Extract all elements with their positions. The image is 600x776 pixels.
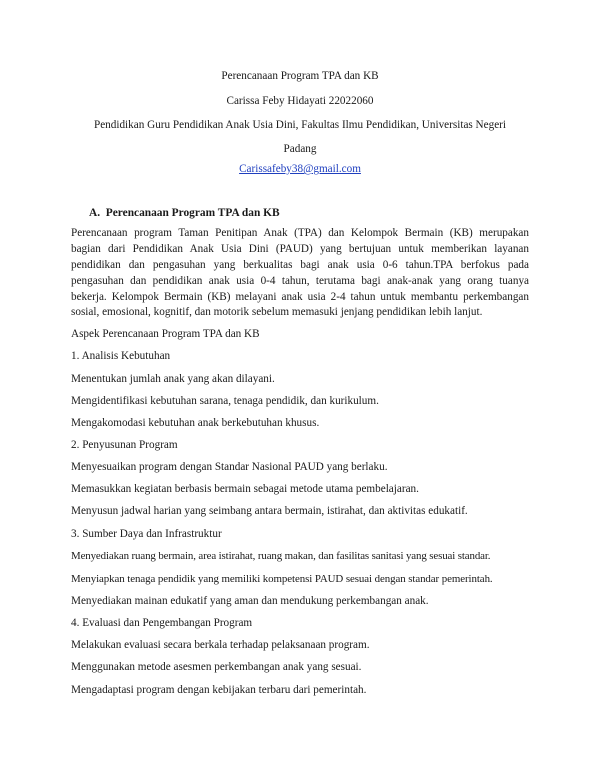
paragraph-line: pengasuhan dan pendidikan anak usia 0-4 tahun, terutama bagi anak-anak yang orang tuanya — [71, 275, 529, 287]
paragraph-line: bagian dari Pendidikan Anak Usia Dini (PAUD) yang bertujuan untuk memberikan layanan — [71, 243, 529, 255]
aspect-heading-3: 3. Sumber Daya dan Infrastruktur — [71, 528, 222, 540]
author-line: Carissa Feby Hidayati 22022060 — [226, 95, 374, 107]
aspect-point: Mengakomodasi kebutuhan anak berkebutuhan khusus. — [71, 417, 320, 429]
aspect-point: Menggunakan metode asesmen perkembangan anak yang sesuai. — [71, 661, 362, 673]
aspect-point: Menyiapkan tenaga pendidik yang memiliki kompetensi PAUD sesuai dengan standar pemerintah. — [71, 573, 493, 585]
aspect-point: Mengidentifikasi kebutuhan sarana, tenaga pendidik, dan kurikulum. — [71, 395, 379, 407]
aspect-point: Menentukan jumlah anak yang akan dilayani. — [71, 373, 275, 385]
aspect-point: Menyusun jadwal harian yang seimbang antara bermain, istirahat, dan aktivitas edukatif. — [71, 505, 468, 517]
aspect-heading-1: 1. Analisis Kebutuhan — [71, 350, 171, 362]
email-line — [0, 162, 600, 176]
paragraph-line: sosial, emosional, kognitif, dan motorik sebelum memasuki jenjang pendidikan lebih lanjut. — [71, 306, 483, 318]
section-a-heading: A. Perencanaan Program TPA dan KB — [89, 207, 280, 219]
document-title: Perencanaan Program TPA dan KB — [221, 70, 379, 82]
aspect-point: Menyediakan ruang bermain, area istirahat, ruang makan, dan fasilitas sanitasi yang sesuai standar. — [71, 550, 491, 562]
affiliation-line-1: Pendidikan Guru Pendidikan Anak Usia Dini, Fakultas Ilmu Pendidikan, Universitas Negeri — [93, 119, 506, 131]
paragraph-line: bekerja. Kelompok Bermain (KB) melayani anak usia 2-4 tahun untuk membantu perkembangan — [71, 291, 529, 303]
aspect-heading-2: 2. Penyusunan Program — [71, 439, 178, 451]
email-link[interactable]: Carissafeby38@gmail.com — [239, 163, 361, 175]
aspect-point: Menyesuaikan program dengan Standar Nasional PAUD yang berlaku. — [71, 461, 388, 473]
aspect-point: Menyediakan mainan edukatif yang aman dan mendukung perkembangan anak. — [71, 595, 429, 607]
aspects-title: Aspek Perencanaan Program TPA dan KB — [71, 328, 260, 340]
aspect-point: Memasukkan kegiatan berbasis bermain sebagai metode utama pembelajaran. — [71, 483, 419, 495]
aspect-heading-4: 4. Evaluasi dan Pengembangan Program — [71, 617, 253, 629]
paragraph-line: pendidikan dan pengasuhan yang berkualitas bagi anak usia 0-6 tahun.TPA berfokus pada — [71, 259, 529, 271]
aspect-point: Mengadaptasi program dengan kebijakan terbaru dari pemerintah. — [71, 684, 367, 696]
aspect-point: Melakukan evaluasi secara berkala terhadap pelaksanaan program. — [71, 639, 370, 651]
affiliation-line-2: Padang — [283, 143, 317, 155]
paragraph-line: Perencanaan program Taman Penitipan Anak (TPA) dan Kelompok Bermain (KB) merupakan — [71, 227, 529, 239]
